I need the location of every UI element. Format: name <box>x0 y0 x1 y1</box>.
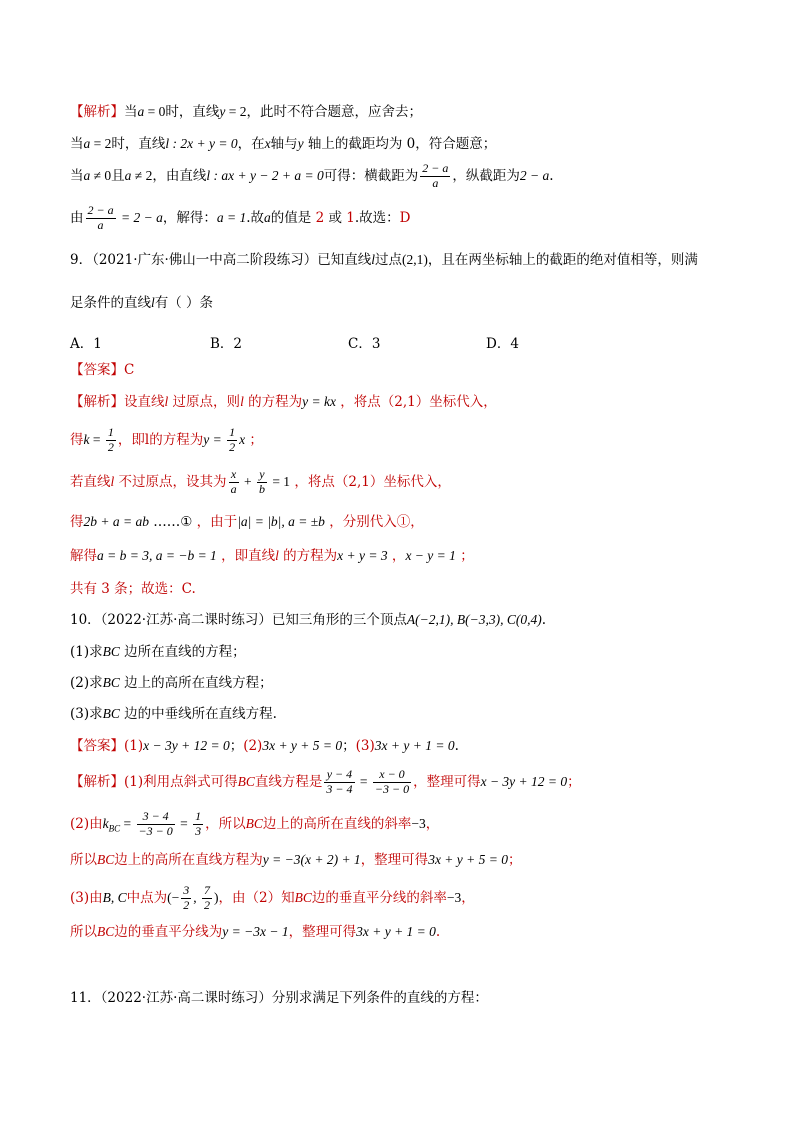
option-c: C．3 <box>348 336 381 352</box>
fraction: $\frac{1}{2}$ <box>229 425 236 454</box>
analysis-line-2: 当a = 2时，直线l : 2x + y = 0，在x轴与y 轴上的截距均为 0，符合题意； <box>70 136 497 152</box>
fraction: $\frac{1}{2}$ <box>107 425 114 454</box>
analysis-tag: 【解析】 <box>70 104 124 120</box>
analysis-10-line-5: 所以BC边的垂直平分线为y = −3x − 1，整理可得3x + y + 1 = 0. <box>70 924 441 940</box>
fraction: $\frac{x}{a}$ <box>230 467 237 496</box>
analysis-9-line-5: 解得a = b = 3, a = −b = 1 ，即直线l 的方程为x + y = 3 ，x − y = 1 ； <box>70 548 474 564</box>
question-10-part-1: (1)求BC 边所在直线的方程； <box>70 644 246 660</box>
question-9-line-1: 9．（2021·广东·佛山一中高二阶段练习）已知直线l过点(2,1)，且在两坐标轴上的截距的绝对值相等，则满 <box>70 252 698 268</box>
analysis-10-line-3: 所以BC边上的高所在直线方程为y = −3(x + 2) + 1，整理可得3x + y + 5 = 0； <box>70 852 522 868</box>
analysis-9-line-3: 若直线l 不过原点，设其为 $\frac{x}{a}$ + $\frac{y}{b}$ = 1 ，将点（2,1）坐标代入， <box>70 467 451 496</box>
analysis-line-4: 由 $\frac{2 - a}{a}$ = 2 − a，解得：a = 1.故a的值是 2 或 1.故选：D <box>70 203 411 232</box>
question-11-stem: 11．（2022·江苏·高二课时练习）分别求满足下列条件的直线的方程： <box>70 990 488 1006</box>
analysis-9-line-2: 得k = $\frac{1}{2}$ ，即l的方程为y = $\frac{1}{2}$ x ； <box>70 425 263 454</box>
fraction: $\frac{2 - a}{a}$ <box>87 203 114 232</box>
question-10-stem: 10．（2022·江苏·高二课时练习）已知三角形的三个顶点A(−2,1), B(−3,3), C(0,4). <box>70 612 546 628</box>
fraction: $\frac{y}{b}$ <box>258 467 265 496</box>
fraction: $\frac{2 - a}{a}$ <box>422 161 449 190</box>
fraction: $\frac{y - 4}{3 - 4}$ <box>326 767 353 796</box>
fraction: $\frac{3}{2}$ <box>183 883 190 912</box>
option-d: D．4 <box>486 336 519 352</box>
analysis-line-3: 当a ≠ 0且a ≠ 2，由直线l : ax + y − 2 + a = 0可得：横截距为 $\frac{2 - a}{a}$ ，纵截距为2 − a. <box>70 161 554 190</box>
fraction: $\frac{3 - 4}{-3 - 0}$ <box>138 809 173 838</box>
analysis-9-line-6: 共有 3 条；故选：C. <box>70 581 196 597</box>
question-9-line-2: 足条件的直线l有（ ）条 <box>70 295 214 311</box>
analysis-line-1: 【解析】当a = 0时，直线y = 2，此时不符合题意，应舍去； <box>70 104 422 120</box>
fraction: $\frac{7}{2}$ <box>204 883 210 912</box>
question-10-part-3: (3)求BC 边的中垂线所在直线方程. <box>70 706 277 722</box>
answer-9: 【答案】C <box>70 362 135 378</box>
analysis-10-line-2: (2)由$k_{BC}$ = $\frac{3 - 4}{-3 - 0}$ = $\frac{1}{3}$ ，所以BC边上的高所在直线的斜率−3， <box>70 809 440 838</box>
question-10-part-2: (2)求BC 边上的高所在直线方程； <box>70 675 273 691</box>
answer-tag: 【答案】 <box>70 362 124 378</box>
option-b: B．2 <box>210 336 243 352</box>
option-a: A．1 <box>70 336 102 352</box>
fraction: $\frac{x - 0}{-3 - 0}$ <box>374 767 410 796</box>
analysis-10-line-4: (3)由B, C中点为(− $\frac{3}{2}$ , $\frac{7}{2}$ )，由（2）知BC边的垂直平分线的斜率−3， <box>70 883 475 912</box>
analysis-9-line-1: 【解析】设直线l 过原点，则l 的方程为y = kx ，将点（2,1）坐标代入， <box>70 394 497 410</box>
analysis-10-line-1: 【解析】(1)利用点斜式可得BC直线方程是 $\frac{y - 4}{3 - 4}$ = $\frac{x - 0}{-3 - 0}$ ，整理可得x − 3y + 12 = 0； <box>70 767 581 796</box>
analysis-9-line-4: 得2b + a = ab ……① ，由于|a| = |b|, a = ±b ，分别代入①， <box>70 514 424 530</box>
answer-10: 【答案】(1)x − 3y + 12 = 0；(2)3x + y + 5 = 0；(3)3x + y + 1 = 0. <box>70 738 459 754</box>
fraction: $\frac{1}{3}$ <box>195 809 202 838</box>
